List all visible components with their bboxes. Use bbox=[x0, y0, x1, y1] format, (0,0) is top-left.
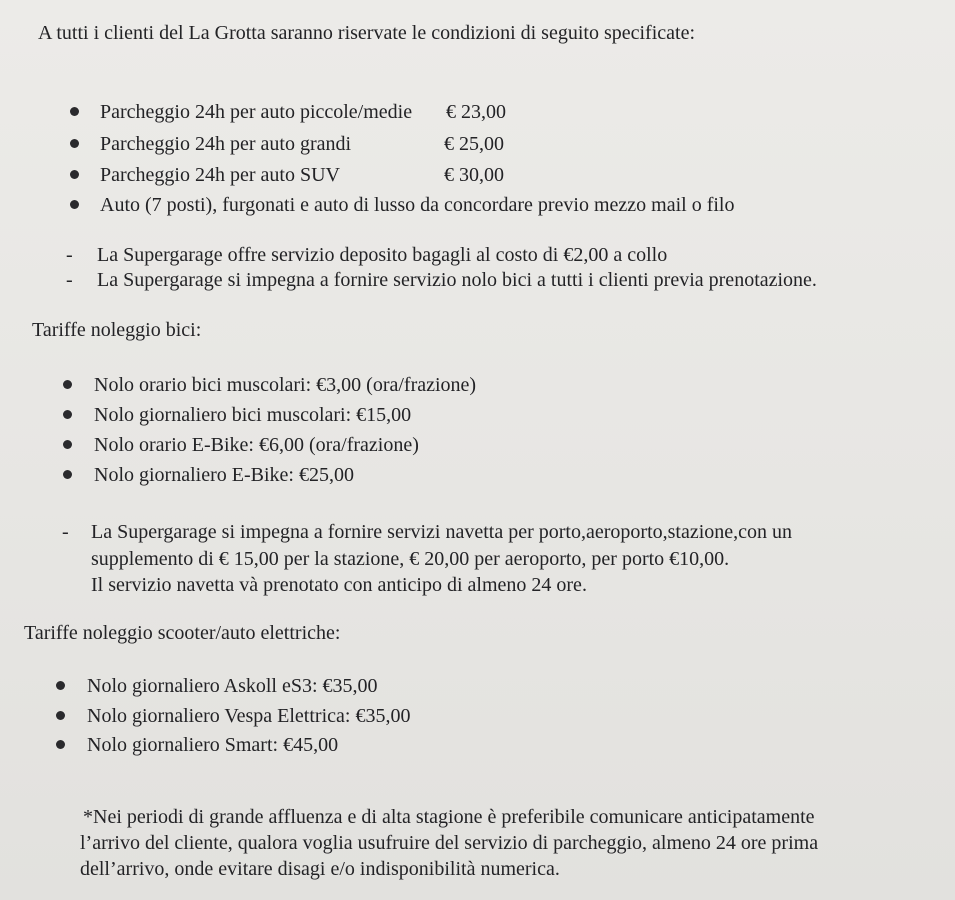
intro-text: A tutti i clienti del La Grotta saranno riservate le condizioni di seguito specificate: bbox=[38, 22, 696, 44]
bullet-icon bbox=[56, 740, 65, 749]
bike-rate-item: Nolo orario bici muscolari: €3,00 (ora/frazione) bbox=[94, 374, 477, 396]
scooter-rate-item: Nolo giornaliero Askoll eS3: €35,00 bbox=[87, 675, 378, 697]
shuttle-line: Il servizio navetta và prenotato con anticipo di almeno 24 ore. bbox=[91, 574, 587, 596]
bullet-icon bbox=[70, 139, 79, 148]
shuttle-line: supplemento di € 15,00 per la stazione, € 20,00 per aeroporto, per porto €10,00. bbox=[91, 548, 730, 570]
bullet-icon bbox=[70, 200, 79, 209]
scooter-heading: Tariffe noleggio scooter/auto elettriche: bbox=[24, 622, 341, 644]
note-line: dell’arrivo, onde evitare disagi e/o indisponibilità numerica. bbox=[80, 858, 560, 880]
bullet-icon bbox=[63, 440, 72, 449]
parking-item-label: Auto (7 posti), furgonati e auto di lusso da concordare previo mezzo mail o filo bbox=[100, 194, 735, 216]
parking-item-price: € 23,00 bbox=[446, 101, 506, 123]
bullet-icon bbox=[56, 681, 65, 690]
parking-item-label: Parcheggio 24h per auto grandi bbox=[100, 133, 352, 155]
bike-rate-item: Nolo giornaliero E-Bike: €25,00 bbox=[94, 464, 354, 486]
parking-item-label: Parcheggio 24h per auto SUV bbox=[100, 164, 340, 186]
dash-marker: - bbox=[66, 269, 73, 291]
bike-rate-item: Nolo giornaliero bici muscolari: €15,00 bbox=[94, 404, 412, 426]
note-line: l’arrivo del cliente, qualora voglia usufruire del servizio di parcheggio, almeno 24 ore prima bbox=[80, 832, 819, 854]
dash-marker: - bbox=[66, 244, 73, 266]
bullet-icon bbox=[63, 470, 72, 479]
scooter-rate-item: Nolo giornaliero Smart: €45,00 bbox=[87, 734, 339, 756]
note-line: *Nei periodi di grande affluenza e di alta stagione è preferibile comunicare anticipatamente bbox=[83, 806, 815, 828]
service-item: La Supergarage offre servizio deposito bagagli al costo di €2,00 a collo bbox=[97, 244, 668, 266]
scooter-rate-item: Nolo giornaliero Vespa Elettrica: €35,00 bbox=[87, 705, 411, 727]
bike-rate-item: Nolo orario E-Bike: €6,00 (ora/frazione) bbox=[94, 434, 419, 456]
bullet-icon bbox=[70, 107, 79, 116]
bullet-icon bbox=[70, 170, 79, 179]
parking-item-price: € 25,00 bbox=[444, 133, 504, 155]
bullet-icon bbox=[63, 410, 72, 419]
bike-heading: Tariffe noleggio bici: bbox=[32, 319, 202, 341]
parking-item-price: € 30,00 bbox=[444, 164, 504, 186]
service-item: La Supergarage si impegna a fornire servizio nolo bici a tutti i clienti previa prenotazione. bbox=[97, 269, 817, 291]
parking-item-label: Parcheggio 24h per auto piccole/medie bbox=[100, 101, 413, 123]
bullet-icon bbox=[63, 380, 72, 389]
bullet-icon bbox=[56, 711, 65, 720]
shuttle-line: La Supergarage si impegna a fornire servizi navetta per porto,aeroporto,stazione,con un bbox=[91, 521, 793, 543]
dash-marker: - bbox=[62, 521, 69, 543]
